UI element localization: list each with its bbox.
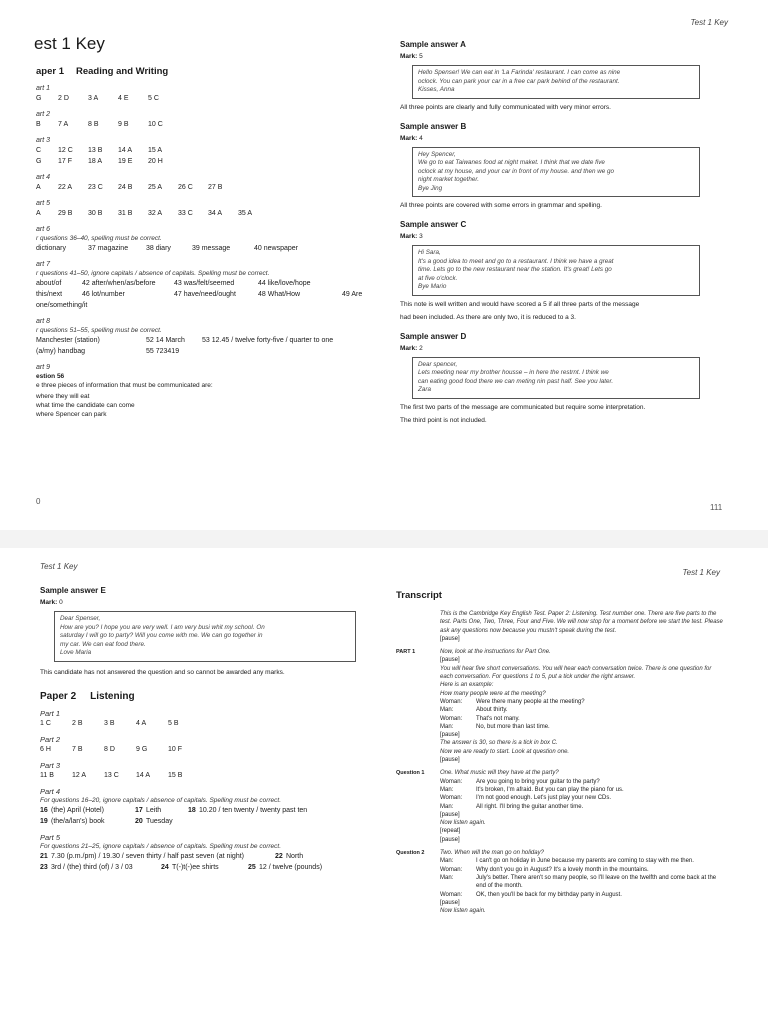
answer-item: 31 B: [118, 210, 133, 217]
sample-mark: Mark: 0: [40, 599, 63, 606]
part-label: art 9: [36, 364, 51, 371]
answer-row: [40, 718, 356, 729]
answer-item: 39 message: [192, 245, 231, 252]
part-label: art 6: [36, 226, 51, 233]
sample-title: Sample answer C: [400, 220, 467, 229]
transcript-part1: [396, 648, 726, 764]
answer-item: 15 B: [168, 771, 183, 779]
answer-item: B: [36, 121, 41, 128]
answer-item: 20 H: [148, 158, 163, 165]
answer-item: G: [36, 95, 42, 102]
answer-item: 2 D: [58, 95, 69, 102]
dialogue-line: [440, 857, 726, 865]
transcript-question-1: [396, 769, 726, 844]
listen-again: Now listen again.: [440, 908, 486, 915]
answer-item: 6 H: [40, 745, 51, 753]
speech: That's not many.: [476, 715, 520, 722]
answer-parts: [40, 709, 356, 781]
answer-item: 27 B: [208, 184, 223, 191]
sample-answer-box: [412, 147, 700, 198]
answer-row: [40, 851, 356, 862]
answer-item: 3rd / (the) third (of) / 3 / 03: [51, 863, 133, 871]
answer-item: 5 B: [168, 719, 179, 727]
speech: Are you going to bring your guitar to the party?: [476, 778, 600, 785]
answer-item: 14 A: [118, 147, 133, 154]
answer-item: 34 A: [208, 210, 223, 217]
answer-item: 22 A: [58, 184, 73, 191]
speaker: Man:: [440, 874, 454, 881]
answer-item: 49 Are: [342, 291, 363, 298]
sample-mark: [400, 344, 700, 353]
mark-label: Mark:: [400, 134, 418, 142]
answer-item: 7 A: [58, 121, 69, 128]
answer-row: [36, 93, 356, 104]
answer-row: [40, 805, 356, 816]
answer-item: dictionary: [36, 245, 66, 252]
mark-label: Mark:: [400, 233, 418, 240]
answer-item: this/next: [36, 291, 63, 298]
mark-label: Mark:: [400, 344, 418, 352]
page-gap: [0, 530, 768, 548]
answer-row: [40, 744, 356, 755]
answer-number: 25: [248, 863, 256, 871]
answer-line: night market together.: [418, 176, 480, 183]
mark-value: 5: [419, 53, 423, 60]
answer-item: 5 C: [148, 95, 159, 102]
running-header: Test 1 Key: [690, 18, 728, 27]
paper-heading: Paper 2 Listening: [40, 690, 135, 702]
mark-value: 2: [419, 344, 423, 352]
answer-row: [36, 300, 356, 311]
answer-row: [36, 145, 356, 156]
sample-answer-box: [54, 611, 356, 662]
answer-row: [40, 816, 356, 827]
dialogue-line: [440, 786, 726, 794]
part-note: For questions 21–25, ignore capitals / absence of capitals. Spelling must be correct.: [40, 842, 281, 850]
answer-row: [36, 335, 356, 346]
answer-item: 29 B: [58, 210, 73, 217]
speech: Why don't you go in August? It's a lovely month in the mountains.: [476, 866, 649, 873]
sample-comment: had been included. As there are only two, it is reduced to a 3.: [400, 313, 576, 321]
answer-line: Bye Mario: [418, 283, 447, 290]
answer-row: [36, 243, 356, 254]
pause-marker: [pause]: [440, 899, 460, 906]
answer-item: 7.30 (p.m./pm) / 19.30 / seven thirty / half past seven (at night): [51, 852, 244, 860]
answer-number: 24: [161, 863, 169, 871]
speech: About thirty.: [476, 707, 508, 714]
answer-line: Zara: [418, 386, 431, 393]
dialogue-line: [440, 891, 726, 899]
answer-item: (the) April (Hotel): [51, 806, 104, 814]
answer-number: 23: [40, 863, 48, 871]
answer-item: 42 after/when/as/before: [82, 280, 156, 287]
sample-comment: The first two parts of the message are communicated but require some interpretation.: [400, 403, 646, 411]
question-label: Question 2: [396, 850, 425, 857]
dialogue-line: [440, 866, 726, 874]
answer-line: Dear Spenser,: [60, 615, 101, 622]
answer-line: my car. We can eat food there.: [60, 640, 146, 648]
answer-rows: [40, 805, 356, 827]
mark-value: 4: [419, 134, 423, 142]
answer-item: 12 C: [58, 147, 73, 154]
speaker: Woman:: [440, 778, 463, 785]
answer-item: Leith: [146, 806, 162, 814]
answer-item: 55 723419: [146, 348, 180, 355]
part-label: art 5: [36, 200, 51, 207]
pause-marker: [pause]: [440, 657, 460, 664]
sample-comment: This candidate has not answered the question and so cannot be awarded any marks.: [40, 668, 285, 676]
answer-item: 52 14 March: [146, 337, 185, 344]
answer-row: [36, 278, 356, 289]
answer-item: C: [36, 147, 42, 154]
answer-line: Hi Sara,: [418, 249, 441, 256]
answer-item: 10.20 / ten twenty / twenty past ten: [199, 806, 308, 814]
part-label: Part 1: [40, 708, 61, 718]
speaker: Man:: [440, 723, 454, 730]
running-header-left: Test 1 Key: [40, 562, 78, 571]
answer-item: Tuesday: [146, 817, 173, 825]
answer-rows: [36, 278, 363, 311]
answer-item: 1 C: [40, 719, 51, 727]
part-note: For questions 16–20, ignore capitals / absence of capitals. Spelling must be correct.: [40, 796, 281, 804]
answer-line: We go to eat Taiwanes food at night maket. I think that we date five: [418, 159, 605, 166]
answer-row: [40, 770, 356, 781]
answer-line: How are you? I hope you are very well. I am very busi whit my school. On: [60, 623, 265, 631]
part-label: Part 2: [40, 734, 61, 744]
answer-item: 23 C: [88, 184, 103, 191]
sample-comment: All three points are covered with some errors in grammar and spelling.: [400, 202, 602, 209]
part-label: art 3: [36, 137, 51, 144]
answer-row: [40, 862, 356, 873]
answer-line: Lets meeting near my brother housse – in here the restrnt. I think we: [418, 369, 609, 376]
answer-item: 12 / twelve (pounds): [259, 863, 323, 871]
point-item: where they will eat: [36, 393, 90, 400]
answer-item: A: [36, 210, 41, 217]
answer-item: 15 A: [148, 147, 163, 154]
answer-line: Love Maria: [60, 649, 92, 656]
answer-item: 4 E: [118, 95, 129, 102]
answer-item: 8 B: [88, 121, 99, 128]
speaker: Woman:: [440, 698, 463, 705]
transcript-intro-row: [396, 610, 726, 643]
answer-line: Hey Spencer,: [418, 150, 456, 158]
answer-item: 43 was/felt/seemed: [174, 280, 235, 287]
answer-item: Manchester (station): [36, 337, 100, 344]
answer-item: 18 A: [88, 158, 103, 165]
answer-item: 53 12.45 / twelve forty-five / quarter to one: [202, 337, 334, 344]
answer-line: time. Lets go to the new restaurant near the station. It's great! Lets go: [418, 266, 612, 273]
answer-item: 26 C: [178, 184, 193, 191]
dialogue-line: [440, 706, 726, 714]
speaker: Man:: [440, 707, 454, 714]
part-body: You will hear five short conversations. You will hear each conversation twice. There is one question for each conversation. For questions 1 to 5, put a tick under the right answer.: [440, 665, 712, 681]
dialogue-line: [440, 874, 726, 891]
answer-item: 2 B: [72, 719, 83, 727]
dialogue: [440, 778, 726, 811]
answer-item: about/of: [36, 280, 62, 287]
answer-item: 33 C: [178, 210, 193, 217]
answer-item: 17 F: [58, 158, 73, 165]
repeat-marker: [repeat]: [440, 828, 461, 835]
speech: Were there many people at the meeting?: [476, 698, 585, 705]
part-note: r questions 41–50, ignore capitals / absence of capitals. Spelling must be correct.: [36, 270, 270, 277]
answer-item: 32 A: [148, 210, 163, 217]
part-note: r questions 36–40, spelling must be correct.: [36, 235, 162, 242]
answer-number: 21: [40, 852, 48, 860]
speech: OK, then you'll be back for my birthday party in August.: [476, 891, 622, 898]
question-intro: e three pieces of information that must be communicated are:: [36, 382, 213, 389]
page-2: [0, 548, 768, 1024]
pause-marker: [pause]: [440, 836, 460, 843]
dialogue-line: [440, 698, 726, 706]
sample-answer-box: [412, 357, 700, 399]
answer-item: 47 have/need/ought: [174, 291, 236, 298]
part-label: Part 3: [40, 760, 61, 770]
answer-number: 17: [135, 806, 143, 814]
mark-label: Mark:: [400, 53, 418, 60]
answer-note: The answer is 30, so there is a tick in box C.: [440, 740, 558, 747]
page-number-right: 111: [710, 503, 723, 512]
running-header-right: Test 1 Key: [682, 568, 720, 577]
sample-title: Sample answer A: [400, 40, 466, 49]
page-number-left: 0: [36, 497, 41, 506]
paper-heading: aper 1 Reading and Writing: [36, 66, 169, 77]
sample-comment: The third point is not included.: [400, 416, 487, 424]
answer-item: 35 A: [238, 210, 253, 217]
dialogue-line: [440, 723, 726, 731]
page-title: est 1 Key: [34, 34, 105, 53]
listen-again: Now listen again.: [440, 820, 486, 827]
example-question: How many people were at the meeting?: [440, 690, 546, 697]
answer-item: one/something/it: [36, 302, 88, 309]
pause-marker: [pause]: [440, 811, 460, 818]
dialogue: [440, 698, 726, 731]
answer-item: 25 A: [148, 184, 163, 191]
example-label: Here is an example:: [440, 682, 494, 689]
answer-item: 48 What/How: [258, 291, 301, 298]
speaker: Man:: [440, 786, 454, 793]
answer-line: saturday I will go to party? Will you come with me. We can go together in: [60, 632, 263, 639]
left-column: [34, 34, 363, 419]
sample-answers: [400, 34, 700, 425]
speaker: Woman:: [440, 795, 463, 802]
transcript-title: Transcript: [396, 590, 442, 601]
answer-item: 9 G: [136, 745, 148, 753]
part-label: art 4: [36, 174, 51, 181]
part-label: PART 1: [396, 649, 416, 656]
point-item: where Spencer can park: [36, 411, 107, 418]
answer-item: G: [36, 158, 42, 165]
speech: It's broken, I'm afraid. But you can play the piano for us.: [476, 786, 624, 793]
speaker: Man:: [440, 803, 454, 810]
sample-answer-box: [412, 245, 700, 296]
answer-item: North: [286, 852, 304, 860]
answer-line: oclock at my house, and your car in front of my house. and then we go: [418, 167, 615, 175]
pause-marker: [pause]: [440, 757, 460, 764]
speaker: Woman:: [440, 715, 463, 722]
answer-number: 18: [188, 806, 196, 814]
pause-marker: [pause]: [440, 635, 460, 642]
answer-row: [36, 346, 356, 357]
transcript-question-2: [396, 849, 726, 915]
point-item: what time the candidate can come: [36, 402, 135, 409]
answer-line: Dear spencer,: [418, 360, 458, 368]
sample-title: Sample answer E: [40, 586, 106, 595]
dialogue-line: [440, 794, 726, 802]
part-instruction: Now, look at the instructions for Part One.: [440, 649, 551, 656]
answer-line: Kisses, Anna: [418, 86, 455, 93]
answer-number: 20: [135, 817, 143, 825]
part-label: art 7: [36, 261, 51, 268]
transcript-intro: This is the Cambridge Key English Test. Paper 2: Listening. Test number one. There are five parts to the test. Parts One, Two, Three, Four and Five. We will now stop for a moment before we start the test. Please ask any questions now because you mustn't speak during the test.: [440, 611, 723, 634]
answer-item: (a/my) handbag: [36, 348, 86, 355]
answer-line: oclock. You can park your car in a free car park behind of the restaurant.: [418, 77, 620, 85]
answer-rows: [36, 335, 356, 357]
question-label: estion 56: [36, 373, 65, 380]
answer-number: 19: [40, 817, 48, 825]
answer-item: 12 A: [72, 771, 87, 779]
answer-line: Bye Jing: [418, 184, 443, 192]
answer-item: 11 B: [40, 771, 54, 779]
answer-item: 24 B: [118, 184, 133, 191]
answer-item: 7 B: [72, 745, 83, 753]
answer-row: [36, 289, 363, 300]
part-label: Part 5: [40, 832, 61, 842]
sample-title: Sample answer B: [400, 121, 467, 131]
answer-item: 13 B: [88, 147, 103, 154]
answer-parts: [36, 84, 356, 219]
speech: July's better. There aren't so many people, so I'll leave on the twelfth and come back at the end of the month.: [476, 874, 717, 890]
dialogue-line: [440, 803, 726, 811]
answer-rows: [40, 851, 356, 873]
answer-row: [36, 119, 356, 130]
answer-item: 38 diary: [146, 245, 171, 252]
answer-item: 19 E: [118, 158, 133, 165]
answer-line: can eating good food there we can meting nin past half. See you later.: [418, 377, 614, 385]
part-label: art 1: [36, 85, 51, 92]
answer-item: 10 F: [168, 745, 183, 753]
transcript: [396, 590, 726, 915]
answer-item: 14 A: [136, 771, 151, 779]
answer-item: 37 magazine: [88, 245, 129, 252]
answer-item: 8 D: [104, 745, 115, 753]
speech: All right. I'll bring the guitar another time.: [476, 803, 584, 810]
answer-item: 10 C: [148, 121, 163, 128]
left-column: [40, 586, 356, 873]
speaker: Man:: [440, 858, 454, 865]
answer-item: T(-)t(-)ee shirts: [172, 863, 219, 871]
dialogue-line: [440, 778, 726, 786]
sample-comment: All three points are clearly and fully communicated with very minor errors.: [400, 103, 611, 111]
speech: I can't go on holiday in June because my parents are coming to stay with me then.: [476, 858, 694, 865]
sample-title: Sample answer D: [400, 331, 467, 341]
sample-mark: [400, 232, 700, 241]
answer-line: Hello Spenser! We can eat in 'La Farinda' restaurant. I can come as nine: [418, 69, 621, 76]
answer-line: at five o'clock.: [418, 274, 458, 282]
answer-item: 46 lot/number: [82, 291, 125, 298]
answer-item: 40 newspaper: [254, 245, 298, 252]
answer-item: 13 C: [104, 771, 119, 779]
part-label: art 8: [36, 318, 51, 325]
answer-row: [36, 156, 356, 167]
part-label: Part 4: [40, 786, 61, 796]
answer-row: [36, 182, 356, 193]
pause-marker: [pause]: [440, 732, 460, 739]
answer-item: 44 like/love/hope: [258, 280, 311, 287]
sample-answer-box: [412, 65, 700, 99]
answer-item: 3 A: [88, 95, 99, 102]
answer-item: (the/a/lan's) book: [51, 817, 105, 825]
answer-item: A: [36, 184, 41, 191]
answer-number: 16: [40, 806, 48, 814]
answer-item: 30 B: [88, 210, 103, 217]
ready-note: Now we are ready to start. Look at question one.: [440, 748, 570, 755]
answer-item: 4 A: [136, 719, 147, 727]
answer-line: It's a good idea to meet and go to a restaurant. I think we have a great: [418, 257, 614, 265]
dialogue-line: [440, 715, 726, 723]
answer-item: 9 B: [118, 121, 129, 128]
question-title: Two. When will the man go on holiday?: [440, 850, 544, 857]
answer-item: 3 B: [104, 719, 115, 727]
sample-comment: This note is well written and would have scored a 5 if all three parts of the message: [400, 300, 640, 308]
dialogue: [440, 857, 726, 898]
question-label: Question 1: [396, 770, 425, 777]
points-list: [36, 392, 356, 419]
answer-number: 22: [275, 852, 283, 860]
sample-mark: [400, 134, 700, 143]
speech: I'm not good enough. Let's just play your new CDs.: [476, 795, 612, 802]
sample-mark: [400, 52, 700, 61]
answer-row: [36, 208, 356, 219]
speaker: Woman:: [440, 891, 463, 898]
speech: No, but more than last time.: [476, 723, 550, 730]
part-label: art 2: [36, 111, 51, 118]
part-note: r questions 51–55, spelling must be correct.: [36, 327, 162, 334]
question-title: One. What music will they have at the party?: [440, 770, 559, 777]
mark-value: 3: [419, 233, 423, 240]
speaker: Woman:: [440, 866, 463, 873]
